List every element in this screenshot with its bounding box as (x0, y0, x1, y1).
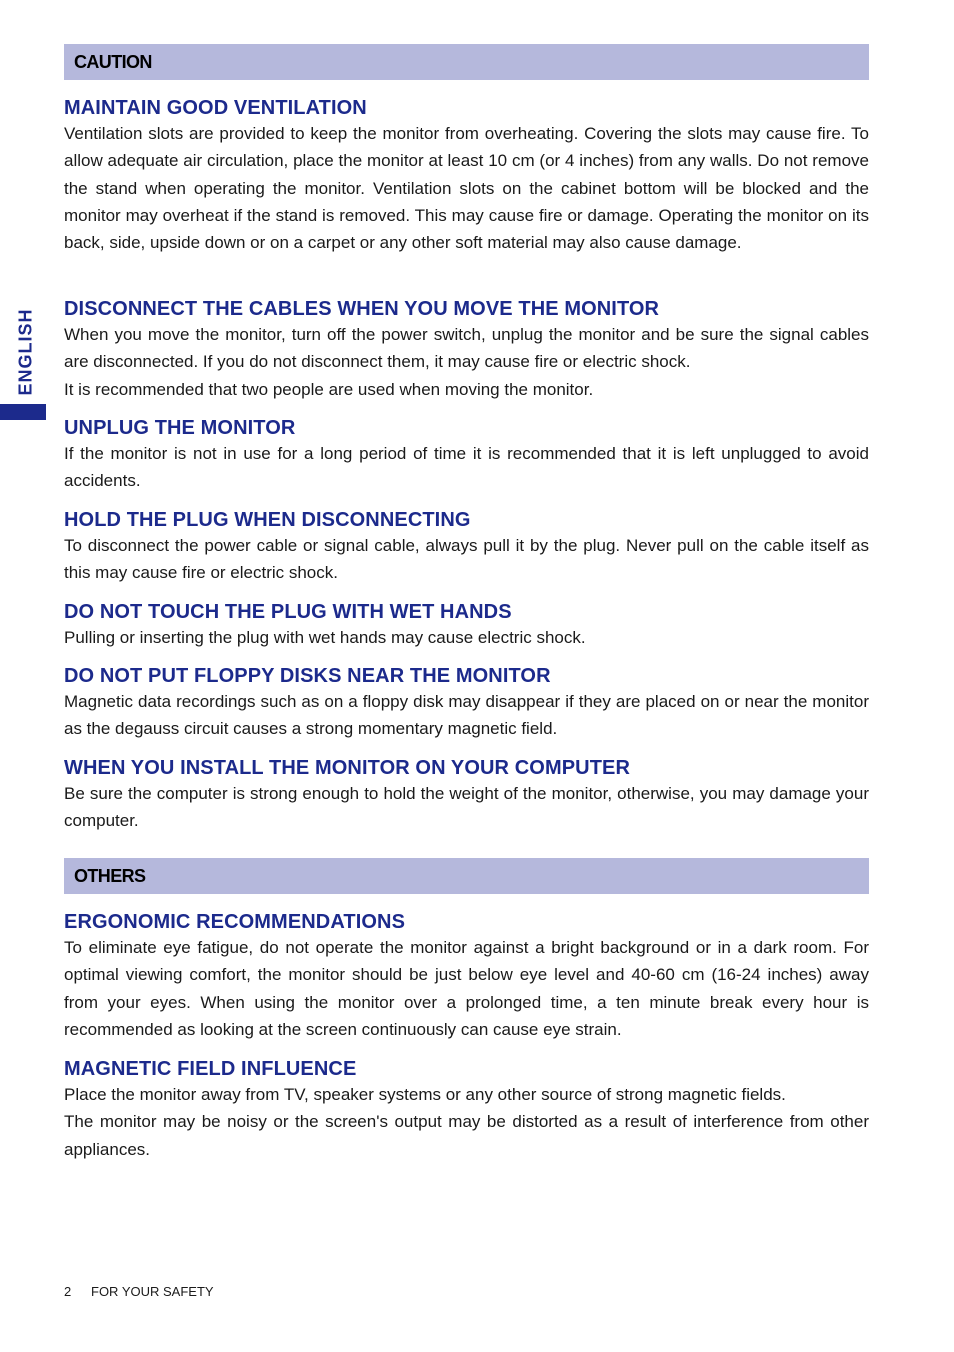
section-paragraph: It is recommended that two people are used when moving the monitor. (64, 379, 594, 399)
section-disconnect-cables (64, 297, 869, 403)
section-magnetic-field (64, 1057, 869, 1163)
section-paragraph: Magnetic data recordings such as on a floppy disk may disappear if they are placed on or near the monitor as the degauss circuit causes a strong momentary magnetic field. (64, 692, 869, 739)
others-header-band (64, 858, 869, 894)
page-footer (64, 1284, 214, 1299)
section-unplug-monitor (64, 416, 869, 495)
section-title: UNPLUG THE MONITOR (64, 417, 296, 439)
section-paragraph: To eliminate eye fatigue, do not operate the monitor against a bright background or in a dark room. For optimal viewing comfort, the monitor should be just below eye level and 40-60 cm (16-24 inches) away from your eyes. When using the monitor over a prolonged time, a ten minute break every hour is recommended as looking at the screen continuously can cause eye strain. (64, 938, 869, 1039)
section-paragraph: Pulling or inserting the plug with wet hands may cause electric shock. (64, 628, 586, 647)
section-ergonomic (64, 910, 869, 1043)
section-title: DO NOT TOUCH THE PLUG WITH WET HANDS (64, 601, 512, 623)
section-paragraph: Be sure the computer is strong enough to hold the weight of the monitor, otherwise, you may damage your computer. (64, 784, 869, 831)
section-paragraph: To disconnect the power cable or signal cable, always pull it by the plug. Never pull on the cable itself as this may cause fire or electric shock. (64, 536, 869, 583)
others-header-label: OTHERS (74, 866, 146, 886)
section-paragraph: The monitor may be noisy or the screen's output may be distorted as a result of interference from other appliances. (64, 1112, 869, 1159)
section-paragraph: Ventilation slots are provided to keep the monitor from overheating. Covering the slots may cause fire. To allow adequate air circulation, place the monitor at least 10 cm (or 4 inches) from any walls. Do not remove the stand when operating the monitor. Ventilation slots on the cabinet bottom will be blocked and the monitor may overheat if the stand is removed. This may cause fire or damage. Operating the monitor on its back, side, upside down or on a carpet or any other soft material may also cause damage. (64, 124, 869, 253)
section-floppy-disks (64, 664, 869, 743)
section-wet-hands (64, 600, 869, 651)
caution-header-band (64, 44, 869, 80)
section-install-computer (64, 756, 869, 835)
page-number: 2 (64, 1284, 72, 1299)
language-tab-label: ENGLISH (15, 308, 36, 396)
section-title: ERGONOMIC RECOMMENDATIONS (64, 911, 406, 933)
footer-title: FOR YOUR SAFETY (91, 1284, 214, 1299)
section-paragraph: Place the monitor away from TV, speaker systems or any other source of strong magnetic fields. (64, 1085, 786, 1104)
section-title: MAINTAIN GOOD VENTILATION (64, 97, 367, 119)
section-title: DO NOT PUT FLOPPY DISKS NEAR THE MONITOR (64, 665, 551, 687)
section-title: MAGNETIC FIELD INFLUENCE (64, 1058, 357, 1080)
language-tab-marker (0, 404, 46, 420)
caution-header-label: CAUTION (74, 52, 152, 72)
section-ventilation (64, 96, 869, 256)
section-title: WHEN YOU INSTALL THE MONITOR ON YOUR COMPUTER (64, 757, 631, 779)
section-title: DISCONNECT THE CABLES WHEN YOU MOVE THE MONITOR (64, 298, 660, 320)
section-hold-plug (64, 508, 869, 587)
section-paragraph: If the monitor is not in use for a long period of time it is recommended that it is left unplugged to avoid accidents. (64, 444, 869, 491)
section-title: HOLD THE PLUG WHEN DISCONNECTING (64, 509, 471, 531)
section-paragraph: When you move the monitor, turn off the power switch, unplug the monitor and be sure the signal cables are disconnected. If you do not disconnect them, it may cause fire or electric shock. (64, 325, 869, 372)
